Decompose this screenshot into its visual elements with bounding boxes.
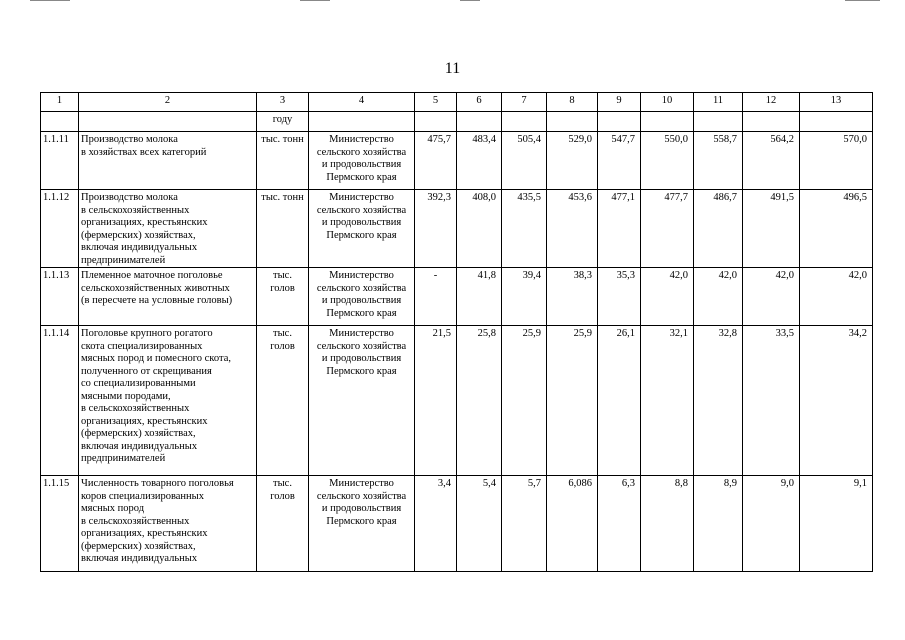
value-cell: 547,7 xyxy=(598,132,641,190)
table-row xyxy=(41,476,873,572)
indicator-name: Численность товарного поголовья коров специализированных мясных пород в сельскохозяйственных организациях, крестьянских (фермерских) хозяйствах, включая индивидуальных xyxy=(79,476,257,572)
value-cell: 35,3 xyxy=(598,268,641,326)
value-cell: 483,4 xyxy=(457,132,502,190)
value-cell: 6,3 xyxy=(598,476,641,572)
value-cell: 26,1 xyxy=(598,326,641,476)
value-cell: 21,5 xyxy=(415,326,457,476)
value-cell: 8,9 xyxy=(694,476,743,572)
value-cell: 34,2 xyxy=(800,326,873,476)
column-number: 4 xyxy=(309,93,415,112)
column-number: 12 xyxy=(743,93,800,112)
value-cell: 9,0 xyxy=(743,476,800,572)
column-number: 6 xyxy=(457,93,502,112)
table-row xyxy=(41,326,873,476)
indicator-name: Производство молока в хозяйствах всех категорий xyxy=(79,132,257,190)
responsible-body: Министерство сельского хозяйства и продовольствия Пермского края xyxy=(309,476,415,572)
responsible-body: Министерство сельского хозяйства и продовольствия Пермского края xyxy=(309,268,415,326)
unit-of-measure: тыс. голов xyxy=(257,268,309,326)
value-cell: 475,7 xyxy=(415,132,457,190)
column-number: 5 xyxy=(415,93,457,112)
column-number: 11 xyxy=(694,93,743,112)
value-cell: 486,7 xyxy=(694,190,743,268)
column-number: 8 xyxy=(547,93,598,112)
value-cell: 496,5 xyxy=(800,190,873,268)
carryover-row xyxy=(41,112,873,132)
top-rule-mid2 xyxy=(460,0,480,1)
value-cell: 33,5 xyxy=(743,326,800,476)
value-cell: 6,086 xyxy=(547,476,598,572)
column-number: 13 xyxy=(800,93,873,112)
row-code: 1.1.15 xyxy=(41,476,79,572)
value-cell: 39,4 xyxy=(502,268,547,326)
value-cell: 453,6 xyxy=(547,190,598,268)
value-cell: 550,0 xyxy=(641,132,694,190)
unit-of-measure: тыс. тонн xyxy=(257,190,309,268)
top-rule-right xyxy=(845,0,880,1)
value-cell: 41,8 xyxy=(457,268,502,326)
value-cell: 491,5 xyxy=(743,190,800,268)
table-row xyxy=(41,190,873,268)
value-cell: - xyxy=(415,268,457,326)
value-cell: 9,1 xyxy=(800,476,873,572)
value-cell: 570,0 xyxy=(800,132,873,190)
value-cell: 477,7 xyxy=(641,190,694,268)
indicator-name: Поголовье крупного рогатого скота специализированных мясных пород и помесного скота, полученного от скрещивания со специализированными мясными породами, в сельскохозяйственных организациях, крестьянских (фермерских) хозяйствах, включая индивидуальных предпринимателей xyxy=(79,326,257,476)
row-code: 1.1.14 xyxy=(41,326,79,476)
value-cell: 5,7 xyxy=(502,476,547,572)
row-code: 1.1.12 xyxy=(41,190,79,268)
carryover-unit: году xyxy=(257,112,309,132)
value-cell: 435,5 xyxy=(502,190,547,268)
value-cell: 42,0 xyxy=(743,268,800,326)
value-cell: 42,0 xyxy=(641,268,694,326)
column-number: 2 xyxy=(79,93,257,112)
value-cell: 25,9 xyxy=(502,326,547,476)
responsible-body: Министерство сельского хозяйства и продовольствия Пермского края xyxy=(309,132,415,190)
value-cell: 3,4 xyxy=(415,476,457,572)
unit-of-measure: тыс. тонн xyxy=(257,132,309,190)
value-cell: 505,4 xyxy=(502,132,547,190)
row-code: 1.1.11 xyxy=(41,132,79,190)
value-cell: 42,0 xyxy=(800,268,873,326)
value-cell: 392,3 xyxy=(415,190,457,268)
value-cell: 558,7 xyxy=(694,132,743,190)
value-cell: 564,2 xyxy=(743,132,800,190)
indicator-name: Производство молока в сельскохозяйственных организациях, крестьянских (фермерских) хозяйствах, включая индивидуальных предпринимателей xyxy=(79,190,257,268)
value-cell: 32,1 xyxy=(641,326,694,476)
column-number: 7 xyxy=(502,93,547,112)
value-cell: 25,8 xyxy=(457,326,502,476)
column-number-row xyxy=(41,93,873,112)
table-row xyxy=(41,132,873,190)
responsible-body: Министерство сельского хозяйства и продовольствия Пермского края xyxy=(309,190,415,268)
table-body xyxy=(41,132,873,572)
row-code: 1.1.13 xyxy=(41,268,79,326)
column-number: 10 xyxy=(641,93,694,112)
column-number: 3 xyxy=(257,93,309,112)
table-row xyxy=(41,268,873,326)
value-cell: 529,0 xyxy=(547,132,598,190)
value-cell: 42,0 xyxy=(694,268,743,326)
column-number: 9 xyxy=(598,93,641,112)
value-cell: 477,1 xyxy=(598,190,641,268)
top-rule-left xyxy=(30,0,70,1)
value-cell: 5,4 xyxy=(457,476,502,572)
value-cell: 408,0 xyxy=(457,190,502,268)
value-cell: 32,8 xyxy=(694,326,743,476)
value-cell: 8,8 xyxy=(641,476,694,572)
column-number: 1 xyxy=(41,93,79,112)
indicators-table xyxy=(40,92,873,572)
unit-of-measure: тыс. голов xyxy=(257,326,309,476)
value-cell: 25,9 xyxy=(547,326,598,476)
responsible-body: Министерство сельского хозяйства и продовольствия Пермского края xyxy=(309,326,415,476)
value-cell: 38,3 xyxy=(547,268,598,326)
top-rule-mid xyxy=(300,0,330,1)
unit-of-measure: тыс. голов xyxy=(257,476,309,572)
indicator-name: Племенное маточное поголовье сельскохозяйственных животных (в пересчете на условные головы) xyxy=(79,268,257,326)
page-number: 11 xyxy=(444,60,461,77)
